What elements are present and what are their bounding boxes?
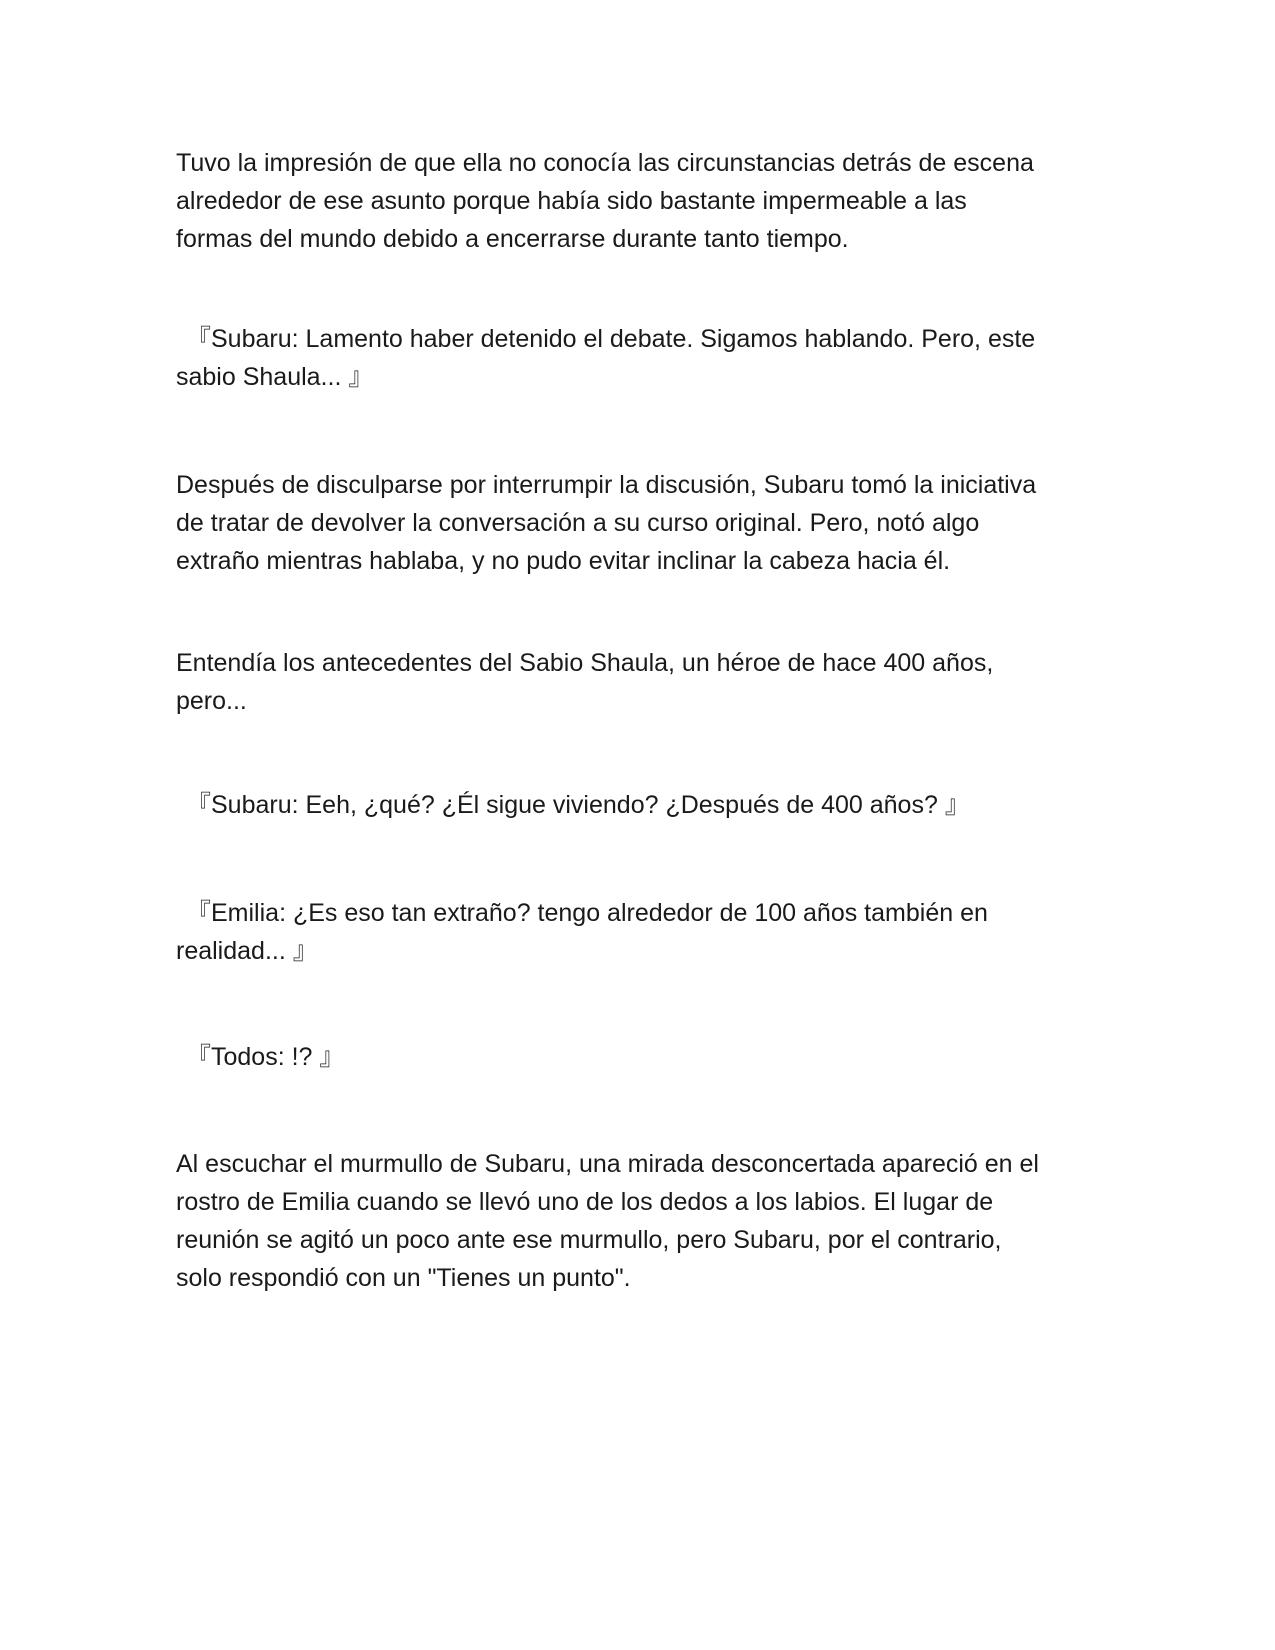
text-line: rostro de Emilia cuando se llevó uno de los dedos a los labios. El lugar de (176, 1188, 994, 1216)
text-line: Al escuchar el murmullo de Subaru, una mirada desconcertada apareció en el (176, 1150, 1039, 1178)
text-line: pero... (176, 687, 247, 715)
dialogue-paragraph-subaru (176, 786, 1116, 824)
text-line: Después de disculparse por interrumpir la discusión, Subaru tomó la iniciativa (176, 471, 1037, 499)
dialogue-paragraph-emilia (176, 894, 1116, 970)
text-line: Entendía los antecedentes del Sabio Shaula, un héroe de hace 400 años, (176, 649, 994, 677)
dialogue-paragraph-subaru (176, 320, 1116, 396)
text-line: 『Subaru: Lamento haber detenido el debate. Sigamos hablando. Pero, este (186, 325, 1036, 353)
narration-paragraph (176, 144, 1116, 258)
text-line: sabio Shaula... 』 (176, 363, 374, 391)
text-line: extraño mientras hablaba, y no pudo evitar inclinar la cabeza hacia él. (176, 547, 951, 575)
narration-paragraph (176, 466, 1116, 580)
text-line: realidad... 』 (176, 937, 318, 965)
text-line: 『Todos: !? 』 (186, 1043, 345, 1071)
narration-paragraph (176, 1145, 1116, 1297)
text-line: formas del mundo debido a encerrarse durante tanto tiempo. (176, 225, 849, 253)
narration-paragraph (176, 644, 1116, 720)
dialogue-paragraph-todos (176, 1038, 1116, 1076)
text-line: 『Subaru: Eeh, ¿qué? ¿Él sigue viviendo? ¿Después de 400 años? 』 (186, 791, 970, 819)
text-line: reunión se agitó un poco ante ese murmullo, pero Subaru, por el contrario, (176, 1226, 1002, 1254)
text-line: solo respondió con un "Tienes un punto". (176, 1264, 631, 1292)
text-line: alrededor de ese asunto porque había sido bastante impermeable a las (176, 187, 967, 215)
text-line: 『Emilia: ¿Es eso tan extraño? tengo alrededor de 100 años también en (186, 899, 988, 927)
text-line: Tuvo la impresión de que ella no conocía las circunstancias detrás de escena (176, 149, 1034, 177)
text-line: de tratar de devolver la conversación a su curso original. Pero, notó algo (176, 509, 980, 537)
